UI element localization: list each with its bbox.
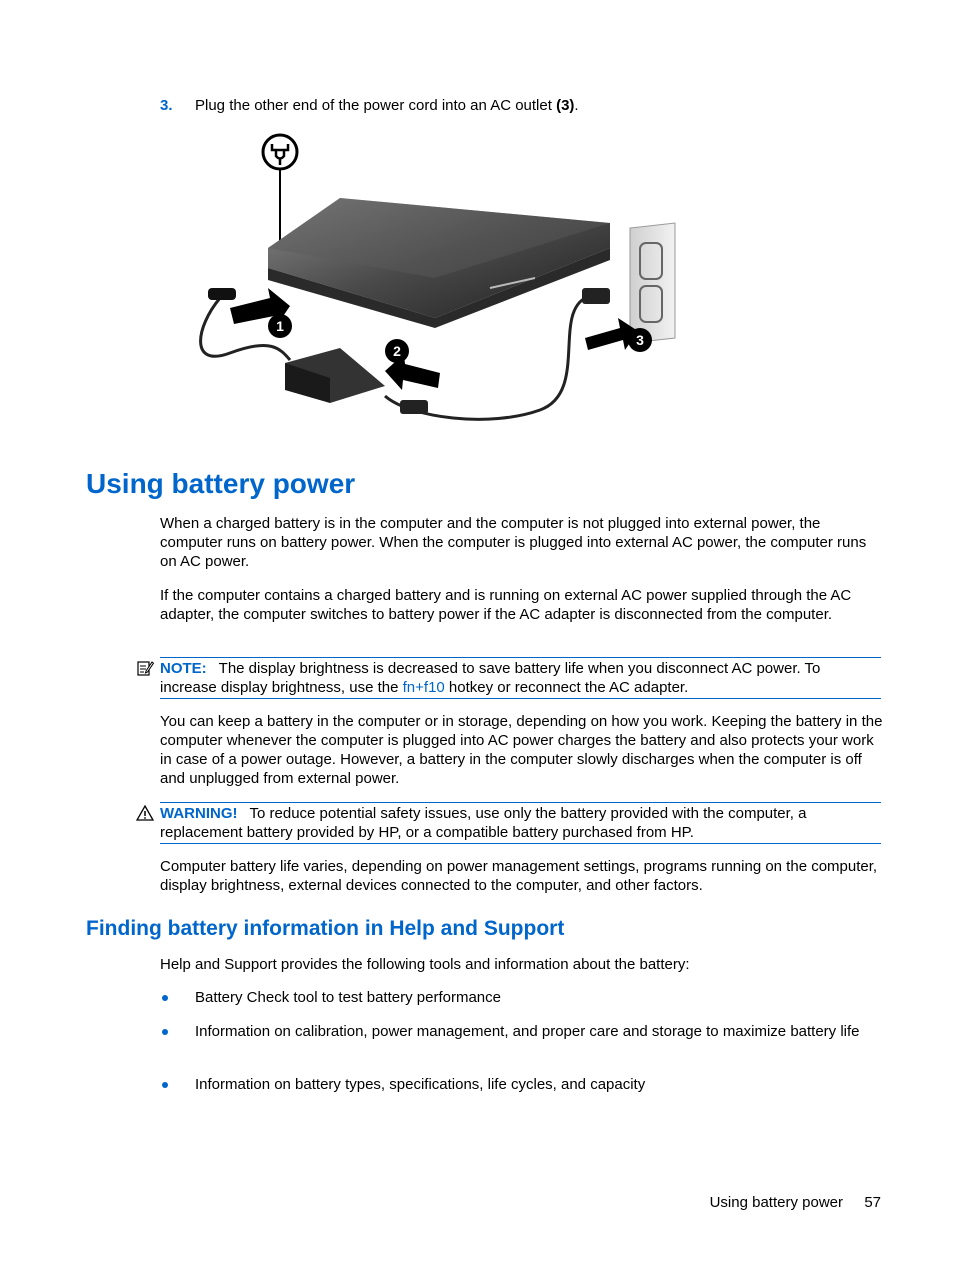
warning-icon [136,804,154,822]
note-text: The display brightness is decreased to save battery life when you disconnect AC power. To increase display brightness, use the [160,660,821,696]
wall-outlet-image [630,223,675,343]
paragraph-2: If the computer contains a charged battery and is running on external AC power supplied through the AC adapter, the computer switches to battery power if the AC adapter is disconnected from the computer. [160,587,852,623]
step-text-end: . [574,97,579,114]
paragraph-1: When a charged battery is in the computer and the computer is not plugged into external power, the computer runs on battery power. When the computer is plugged into external AC power, the computer runs on AC power. [160,515,867,570]
warning-label: WARNING! [160,805,238,822]
callout-1-label: 1 [276,318,284,334]
callout-1-badge [268,314,292,338]
bullet-item-1: Battery Check tool to test battery performance [195,989,501,1006]
step-text-main: Plug the other end of the power cord into an AC outlet [195,97,557,114]
warning-callout [160,802,881,844]
paragraph-4: Computer battery life varies, depending on power management settings, programs running on the computer, display brightness, external devices connected to the computer, and other factors. [160,858,878,894]
laptop-image [268,198,610,328]
note-text-end: hotkey or reconnect the AC adapter. [444,679,689,696]
callout-2-badge [385,339,409,363]
subsection-title: Finding battery information in Help and Support [86,917,565,940]
note-icon [136,659,154,677]
bullet-dot-3 [162,1082,168,1088]
power-connection-illustration [190,128,690,440]
callout-3-badge [628,328,652,352]
step-number: 3. [160,97,173,114]
step-text-bold: (3) [556,97,575,114]
note-label: NOTE: [160,660,207,677]
fn-f10-hotkey: fn+f10 [402,679,445,696]
page-number: 57 [864,1194,881,1211]
footer-section-title: Using battery power [709,1194,843,1211]
paragraph-3: You can keep a battery in the computer or in storage, depending on how you work. Keeping the battery in the computer whenever the computer is plugged into AC power charges the battery and also protects your work in case of a power outage. However, a battery in the computer slowly discharges when the computer is off and unplugged from external power. [160,713,883,787]
note-callout [160,657,881,699]
callout-3-label: 3 [636,332,644,348]
bullet-item-3: Information on battery types, specifications, life cycles, and capacity [195,1076,646,1093]
section-title: Using battery power [86,468,356,499]
warning-text: To reduce potential safety issues, use only the battery provided with the computer, a replacement battery provided by HP, or a compatible battery purchased from HP. [160,805,807,841]
bullet-dot-2 [162,1029,168,1035]
subsection-intro: Help and Support provides the following tools and information about the battery: [160,956,690,973]
bullet-dot-1 [162,995,168,1001]
ac-adapter-image [285,348,385,403]
bullet-item-2: Information on calibration, power management, and proper care and storage to maximize battery life [195,1023,860,1040]
step-text [195,96,579,115]
callout-2-label: 2 [393,343,401,359]
